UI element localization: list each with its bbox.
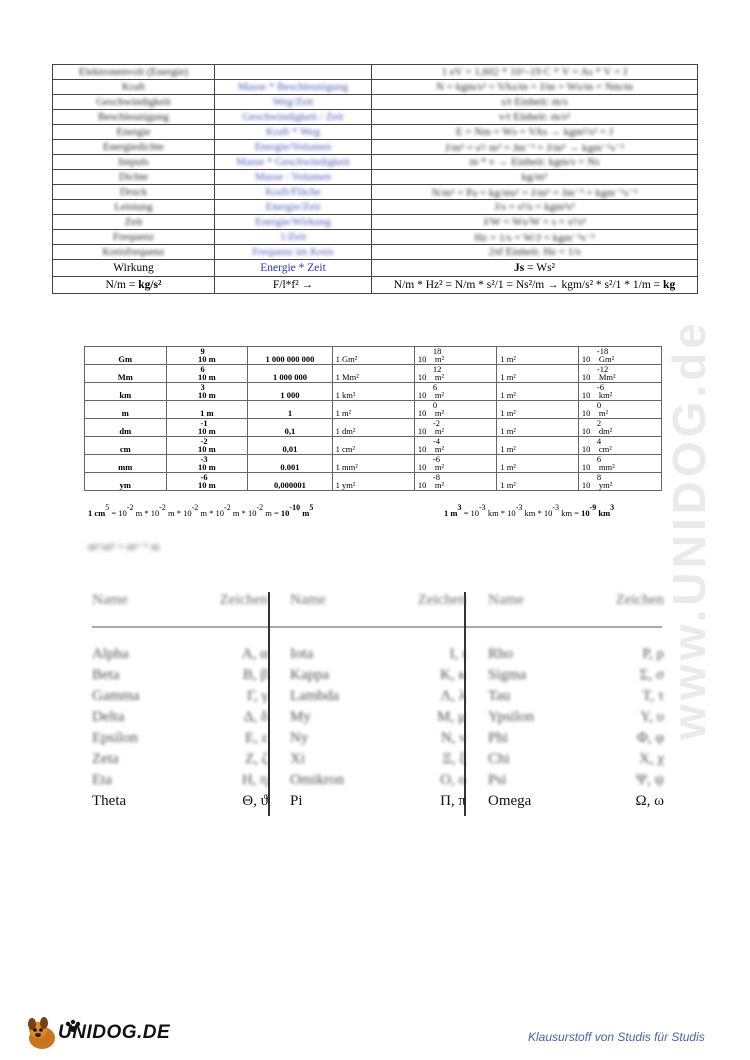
physics-row (53, 80, 698, 95)
quantity-name: Elektronenvolt (Energie) (53, 65, 215, 80)
physics-row (53, 65, 698, 80)
unit-power: -1 10 m (166, 419, 248, 437)
quantity-units: N/m² = Pa = kg/ms² = J/m³ = Jm⁻³ = kgm⁻¹s⁻² (372, 185, 698, 200)
physics-row (53, 110, 698, 125)
letter-name: Kappa (290, 667, 330, 683)
greek-letter-row (290, 793, 470, 814)
greek-letter-row (488, 751, 668, 772)
letter-symbol: Λ, λ (440, 688, 466, 704)
unit-prefix: m (85, 401, 167, 419)
unit-area-power: -8 10 m² (414, 473, 496, 491)
unit-area-inverse: -12 10 Mm² (578, 365, 661, 383)
logo-wordmark[interactable]: UNIDOG.DE (58, 1022, 171, 1043)
unit-row (85, 437, 662, 455)
physics-row (53, 277, 698, 294)
header-symbol: Zeichen (417, 592, 466, 608)
unit-equal: 1 m² (497, 383, 579, 401)
quantity-formula: Masse * Beschleunigung (215, 80, 372, 95)
formula-m3: 1 m3 = 10-3 km * 10-3 km * 10-3 km = 10-9 km3 (444, 503, 615, 518)
quantity-name: Energie (53, 125, 215, 140)
unit-area-power: -4 10 m² (414, 437, 496, 455)
quantity-units: J/m³ = s²/ m² = Jm⁻³ = J/m³ → kgm⁻¹s⁻² (372, 140, 698, 155)
unit-area-inverse: 8 10 ym² (578, 473, 661, 491)
letter-symbol: Ε, ε (245, 730, 268, 746)
greek-letter-row (290, 730, 470, 751)
letter-symbol: Ω, ω (635, 793, 664, 809)
quantity-units: s/t Einheit: m/s (372, 95, 698, 110)
quantity-name: Zeit (53, 215, 215, 230)
letter-name: Beta (92, 667, 120, 683)
unit-row (85, 419, 662, 437)
unit-power: -6 10 m (166, 473, 248, 491)
unit-area: 1 ym² (332, 473, 414, 491)
unit-power: -2 10 m (166, 437, 248, 455)
unit-area-inverse: 2 10 dm² (578, 419, 661, 437)
letter-name: Sigma (488, 667, 527, 683)
unit-power: -3 10 m (166, 455, 248, 473)
greek-column (290, 592, 470, 814)
letter-name: Omega (488, 793, 532, 809)
letter-symbol: Α, α (241, 646, 268, 662)
quantity-units: 2πf Einheit: Hz = 1/s (372, 245, 698, 260)
letter-symbol: Σ, σ (639, 667, 664, 683)
quantity-name: Geschwindigkeit (53, 95, 215, 110)
greek-letter-row (92, 688, 272, 709)
quantity-formula: F/l*f² → (215, 277, 372, 294)
unit-area-inverse: 6 10 mm² (578, 455, 661, 473)
quantity-name: Dichte (53, 170, 215, 185)
header-name: Name (290, 592, 326, 608)
header-name: Name (488, 592, 524, 608)
greek-letter-row (488, 667, 668, 688)
letter-name: Ypsilon (488, 709, 535, 725)
quantity-formula: Weg/Zeit (215, 95, 372, 110)
quantity-formula: Masse * Geschwindigkeit (215, 155, 372, 170)
greek-column (92, 592, 272, 814)
unit-prefix: Mm (85, 365, 167, 383)
greek-letter-row (290, 667, 470, 688)
header-name: Name (92, 592, 128, 608)
quantity-name: Wirkung (53, 260, 215, 277)
quantity-units: J/s = s²/s = kgm²s³ (372, 200, 698, 215)
greek-header (92, 592, 272, 622)
physics-row (53, 140, 698, 155)
unit-row (85, 473, 662, 491)
letter-name: Epsilon (92, 730, 138, 746)
letter-symbol: Η, η (241, 772, 268, 788)
letter-name: Pi (290, 793, 303, 809)
unit-equal: 1 m² (497, 365, 579, 383)
unit-area: 1 m² (332, 401, 414, 419)
unit-area-inverse: -18 10 Gm² (578, 347, 661, 365)
greek-letter-row (92, 667, 272, 688)
letter-name: Phi (488, 730, 509, 746)
quantity-formula: Energie/Zeit (215, 200, 372, 215)
quantity-units: v/t Einheit: m/s² (372, 110, 698, 125)
letter-symbol: Γ, γ (247, 688, 268, 704)
quantity-units: E = Nm = Ws = VAs → kgm²/s² = J (372, 125, 698, 140)
letter-symbol: Μ, μ (437, 709, 466, 725)
letter-symbol: Ο, ο (440, 772, 466, 788)
exponent-identity: mⁿ:mᵏ = mⁿ⁻ᵏ m (88, 541, 160, 553)
letter-symbol: Δ, δ (243, 709, 268, 725)
quantity-formula: Energie/Wirkung (215, 215, 372, 230)
unit-row (85, 365, 662, 383)
unit-power: 6 10 m (166, 365, 248, 383)
greek-column (488, 592, 668, 814)
letter-symbol: Χ, χ (639, 751, 664, 767)
quantity-formula (215, 65, 372, 80)
unit-area-power: 12 10 m² (414, 365, 496, 383)
letter-name: Delta (92, 709, 125, 725)
letter-symbol: Ρ, ρ (642, 646, 664, 662)
quantity-formula: Energie/Volumen (215, 140, 372, 155)
unit-area-power: 0 10 m² (414, 401, 496, 419)
greek-header (290, 592, 470, 622)
quantity-name: Beschleunigung (53, 110, 215, 125)
physics-row (53, 200, 698, 215)
greek-letter-row (488, 793, 668, 814)
letter-symbol: Θ, ϑ (242, 793, 268, 809)
unit-area-power: -6 10 m² (414, 455, 496, 473)
quantity-name: Druck (53, 185, 215, 200)
quantity-name: Frequenz (53, 230, 215, 245)
unit-row (85, 401, 662, 419)
quantity-units: kg/m³ (372, 170, 698, 185)
physics-row (53, 260, 698, 277)
unit-equal: 1 m² (497, 437, 579, 455)
letter-name: Psi (488, 772, 507, 788)
quantity-units: Js = Ws² (372, 260, 698, 277)
greek-letter-row (92, 646, 272, 667)
letter-symbol: Ν, ν (440, 730, 466, 746)
unit-row (85, 455, 662, 473)
letter-symbol: Υ, υ (640, 709, 664, 725)
greek-letter-row (488, 688, 668, 709)
greek-letter-row (290, 772, 470, 793)
unit-equal: 1 m² (497, 347, 579, 365)
physics-row (53, 170, 698, 185)
letter-name: Chi (488, 751, 510, 767)
unit-power: 9 10 m (166, 347, 248, 365)
physics-row (53, 155, 698, 170)
letter-symbol: Ι, ι (449, 646, 466, 662)
unit-value: 0,1 (248, 419, 332, 437)
quantity-formula: Frequenz im Kreis (215, 245, 372, 260)
greek-letter-row (290, 709, 470, 730)
unit-row (85, 347, 662, 365)
unit-area-power: 6 10 m² (414, 383, 496, 401)
letter-symbol: Ζ, ζ (245, 751, 268, 767)
unit-area: 1 Gm² (332, 347, 414, 365)
greek-letter-row (92, 772, 272, 793)
unit-prefix: dm (85, 419, 167, 437)
quantity-name: Impuls (53, 155, 215, 170)
letter-name: Ny (290, 730, 309, 746)
unit-area-power: -2 10 m² (414, 419, 496, 437)
unit-value: 0.001 (248, 455, 332, 473)
letter-name: Omikron (290, 772, 345, 788)
unit-equal: 1 m² (497, 473, 579, 491)
quantity-units: N = kgm/s² = VAs/m = J/m = Ws/m = Nm/m (372, 80, 698, 95)
unit-row (85, 383, 662, 401)
quantity-units: Hz = 1/s = W/J = kgm⁻²s⁻² (372, 230, 698, 245)
letter-symbol: Φ, φ (636, 730, 664, 746)
greek-letter-row (92, 730, 272, 751)
unit-area: 1 mm² (332, 455, 414, 473)
letter-name: Rho (488, 646, 514, 662)
quantity-name: Leistung (53, 200, 215, 215)
letter-symbol: Κ, κ (440, 667, 466, 683)
greek-header (488, 592, 668, 622)
greek-letter-row (488, 709, 668, 730)
unit-area: 1 Mm² (332, 365, 414, 383)
quantity-units: m * v → Einheit: kgm/s = Ns (372, 155, 698, 170)
unit-prefix: Gm (85, 347, 167, 365)
quantity-formula: Kraft/Fläche (215, 185, 372, 200)
unit-value: 1 000 000 (248, 365, 332, 383)
quantity-units: 1 eV = 1,602 * 10^-19 C * V = As * V = J (372, 65, 698, 80)
physics-row (53, 125, 698, 140)
quantity-name: N/m = kg/s² (53, 277, 215, 294)
unit-prefix: mm (85, 455, 167, 473)
greek-letter-row (290, 646, 470, 667)
unit-prefix: cm (85, 437, 167, 455)
quantity-formula: Geschwindigkeit / Zeit (215, 110, 372, 125)
unit-prefix: ym (85, 473, 167, 491)
formula-cm5: 1 cm5 = 10-2 m * 10-2 m * 10-2 m * 10-2 m * 10-2 m = 10-10 m5 (88, 503, 314, 518)
letter-name: Tau (488, 688, 511, 704)
letter-name: Eta (92, 772, 112, 788)
unit-area-inverse: 0 10 m² (578, 401, 661, 419)
quantity-name: Kraft (53, 80, 215, 95)
header-symbol: Zeichen (615, 592, 664, 608)
watermark-text: www.UNIDOG.de (663, 319, 715, 740)
quantity-formula: Masse : Volumen (215, 170, 372, 185)
physics-units-table (52, 64, 698, 294)
greek-letter-row (488, 646, 668, 667)
letter-name: Lambda (290, 688, 340, 704)
unit-area: 1 km² (332, 383, 414, 401)
greek-letter-row (92, 751, 272, 772)
physics-row (53, 215, 698, 230)
physics-row (53, 185, 698, 200)
physics-row (53, 95, 698, 110)
unit-value: 1 000 (248, 383, 332, 401)
footer-tagline: Klausurstoff von Studis für Studis (528, 1030, 705, 1044)
quantity-formula: Kraft * Weg (215, 125, 372, 140)
physics-row (53, 245, 698, 260)
unit-prefix: km (85, 383, 167, 401)
unit-power: 3 10 m (166, 383, 248, 401)
unit-equal: 1 m² (497, 455, 579, 473)
unit-area-power: 18 10 m² (414, 347, 496, 365)
unit-value: 0,01 (248, 437, 332, 455)
quantity-units: N/m * Hz² = N/m * s²/1 = Ns²/m → kgm/s² * s²/1 * 1/m = kg (372, 277, 698, 294)
greek-letter-row (488, 730, 668, 751)
letter-symbol: Τ, τ (642, 688, 664, 704)
quantity-name: Kreisfrequenz (53, 245, 215, 260)
letter-name: Alpha (92, 646, 129, 662)
quantity-name: Energiedichte (53, 140, 215, 155)
physics-row (53, 230, 698, 245)
letter-name: Gamma (92, 688, 140, 704)
letter-symbol: Ξ, ξ (442, 751, 466, 767)
letter-name: Zeta (92, 751, 119, 767)
letter-name: Theta (92, 793, 127, 809)
unit-equal: 1 m² (497, 419, 579, 437)
greek-letter-row (290, 688, 470, 709)
quantity-formula: 1/Zeit (215, 230, 372, 245)
quantity-formula: Energie * Zeit (215, 260, 372, 277)
unit-value: 0,000001 (248, 473, 332, 491)
letter-name: My (290, 709, 311, 725)
greek-letter-row (488, 772, 668, 793)
unit-area: 1 cm² (332, 437, 414, 455)
greek-letter-row (92, 793, 272, 814)
letter-name: Xi (290, 751, 305, 767)
unit-prefix-table (84, 346, 662, 491)
unit-area-inverse: -6 10 km² (578, 383, 661, 401)
greek-letter-row (92, 709, 272, 730)
unit-power: 1 m (166, 401, 248, 419)
unit-value: 1 000 000 000 (248, 347, 332, 365)
letter-symbol: Ψ, ψ (636, 772, 664, 788)
greek-letter-row (290, 751, 470, 772)
unit-area: 1 dm² (332, 419, 414, 437)
unit-equal: 1 m² (497, 401, 579, 419)
letter-symbol: Π, π (440, 793, 466, 809)
letter-symbol: Β, β (242, 667, 268, 683)
unit-area-inverse: 4 10 cm² (578, 437, 661, 455)
unit-value: 1 (248, 401, 332, 419)
letter-name: Iota (290, 646, 314, 662)
header-symbol: Zeichen (219, 592, 268, 608)
quantity-units: J/W = Ws/W = s = s²/s² (372, 215, 698, 230)
